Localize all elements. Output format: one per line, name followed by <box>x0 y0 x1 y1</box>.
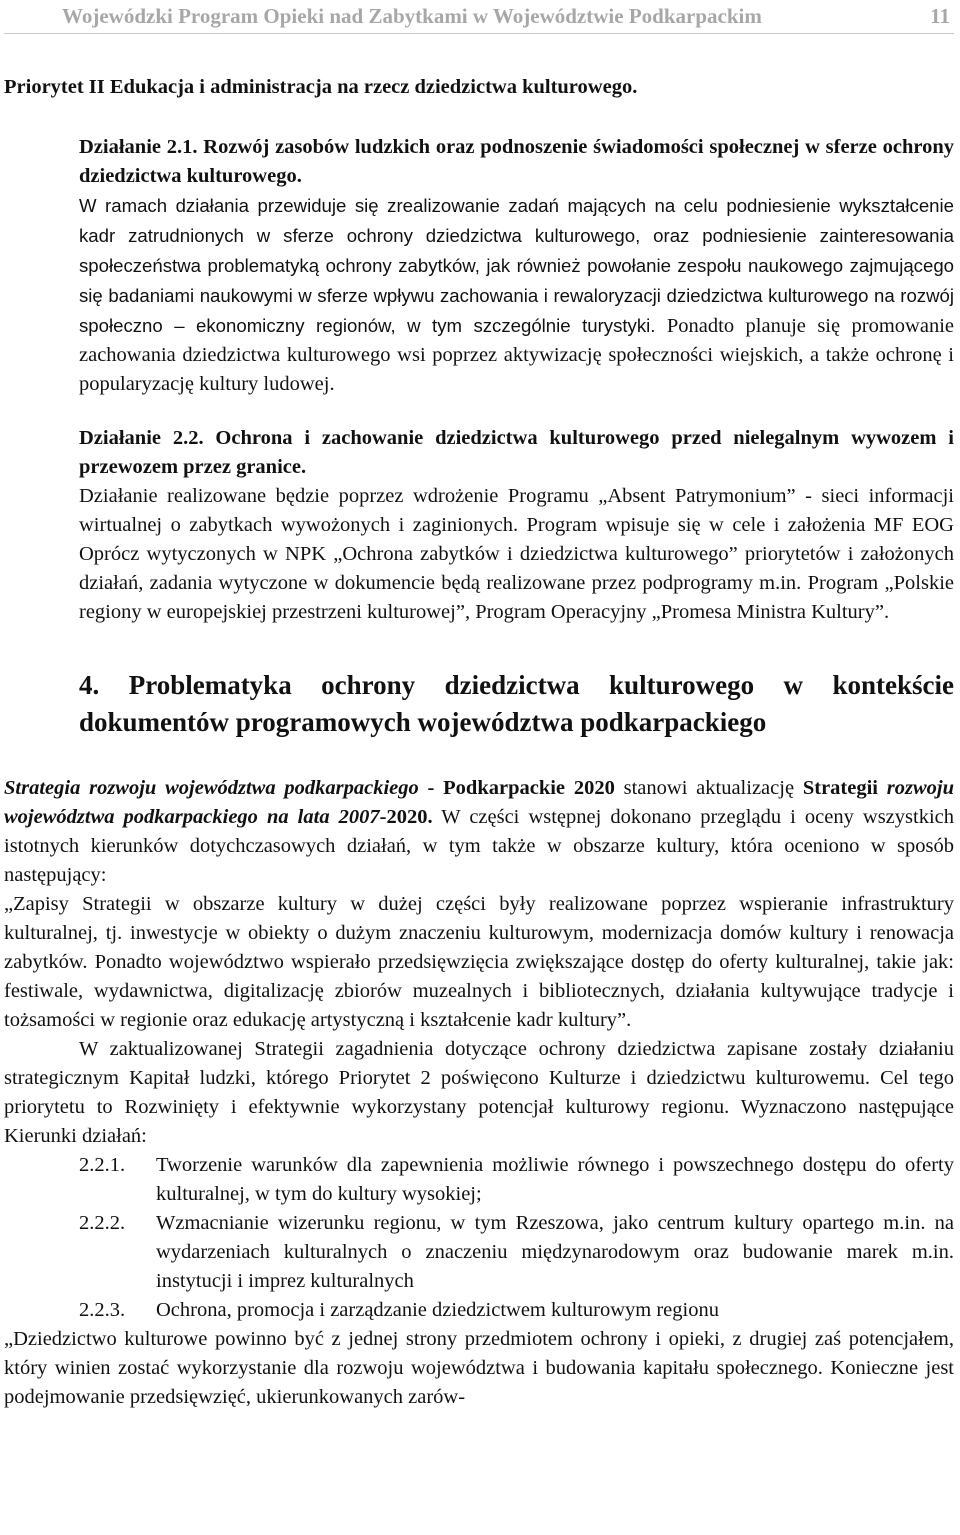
section-4-body <box>4 774 954 1412</box>
section-4-paragraph-1 <box>4 774 954 890</box>
strategy-quote: „Zapisy Strategii w obszarze kultury w dużej części były realizowane poprzez wspieranie infrastruktury kulturalnej, tj. inwestycje w obiekty o dużym znaczeniu kulturowym, modernizacja domów kultury i renowacja zabytków. Ponadto województwo wspierało przedsięwzięcia zwiększające dostęp do oferty kulturalnej, takie jak: festiwale, wydawnictwa, digitalizację zbiorów muzealnych i bibliotecznych, działania kultywujące tradycje i tożsamości w regionie oraz edukację artystyczną i kształcenie kadr kultury”. <box>4 893 954 1031</box>
page-header <box>4 0 954 34</box>
list-item-text: Tworzenie warunków dla zapewnienia możliwie równego i powszechnego dostępu do oferty kulturalnej, w tym do kultury wysokiej; <box>156 1154 954 1205</box>
strategy-year: - Podkarpackie 2020 <box>418 777 615 799</box>
list-item-number: 2.2.2. <box>79 1212 126 1234</box>
header-title: Wojewódzki Program Opieki nad Zabytkami w Województwie Podkarpackim <box>62 4 762 28</box>
list-item <box>4 1151 954 1209</box>
action-2-2-text: Działanie realizowane będzie poprzez wdrożenie Programu „Absent Patrymonium” - sieci informacji wirtualnej o zabytkach wywożonych i zaginionych. Program wpisuje się w cele i założenia MF EOG Oprócz wytyczonych w NPK „Ochrona zabytków i dziedzictwa kulturowego” priorytetów i założonych działań, zadania wytyczone w dokumencie będą realizowane przez podprogramy m.in. Program „Polskie regiony w europejskiej przestrzeni kulturowej”, Program Operacyjny „Promesa Ministra Kultury”. <box>79 485 954 623</box>
list-item-text: Wzmacnianie wizerunku regionu, w tym Rzeszowa, jako centrum kultury opartego m.in. na wydarzeniach kulturalnych o znaczeniu międzynarodowym oraz budowanie marek m.in. instytucji i imprez kulturalnych <box>156 1212 954 1292</box>
list-item <box>4 1296 954 1325</box>
action-2-1-text-serif: Ponadto planuje się promowanie zachowania dziedzictwa kulturowego wsi poprzez aktywizację społeczności wiejskich, a także ochronę i popularyzację kultury ludowej. <box>79 315 955 395</box>
list-item-text: Ochrona, promocja i zarządzanie dziedzictwem kulturowym regionu <box>156 1299 719 1321</box>
action-2-1-block <box>4 133 954 741</box>
strategy-end-year: -2020. <box>379 806 433 828</box>
priority-heading: Priorytet II Edukacja i administracja na rzecz dziedzictwa kulturowego. <box>4 76 638 98</box>
section-4-heading: 4. Problematyka ochrony dziedzictwa kulturowego w kontekście dokumentów programowych województwa podkarpackiego <box>79 670 954 737</box>
directions-list <box>4 1151 954 1325</box>
section-4-paragraph-2: W zaktualizowanej Strategii zagadnienia dotyczące ochrony dziedzictwa zapisane zostały działaniu strategicznym Kapitał ludzki, którego Priorytet 2 poświęcono Kulturze i dziedzictwu kulturowemu. Cel tego priorytetu to Rozwinięty i efektywnie wykorzystany potencjał kulturowy regionu. Wyznaczono następujące Kierunki działań: <box>4 1038 954 1147</box>
section-4-paragraph-3: „Dziedzictwo kulturowe powinno być z jednej strony przedmiotem ochrony i opieki, z drugiej zaś potencjałem, który winien zostać wykorzystanie dla rozwoju województwa i budowania kapitału społecznego. Konieczne jest podejmowanie przedsięwzięć, ukierunkowanych zarów- <box>4 1328 954 1408</box>
action-2-2-heading: Działanie 2.2. Ochrona i zachowanie dziedzictwa kulturowego przed nielegalnym wywozem i przewozem przez granice. <box>79 427 954 478</box>
page-number: 11 <box>930 4 950 28</box>
action-2-1-text-sans: W ramach działania przewiduje się zrealizowanie zadań mających na celu podniesienie wykształcenie kadr zatrudnionych w sferze ochrony dziedzictwa kulturowego, oraz podniesienie zainteresowania społeczeństwa problematyką ochrony zabytków, jak również powołanie zespołu naukowego zajmującego się badaniami naukowymi w sferze wpływu zachowania i rewaloryzacji dziedzictwa kulturowego na rozwój społeczno – ekonomiczny regionów, w tym szczególnie turystyki. <box>79 195 954 336</box>
list-item-number: 2.2.1. <box>79 1154 126 1176</box>
action-2-1-heading: Działanie 2.1. Rozwój zasobów ludzkich oraz podnoszenie świadomości społecznej w sferze ochrony dziedzictwa kulturowego. <box>79 136 954 187</box>
strategy-title-italic: rozwoju województwa podkarpackiego na lata 2007 <box>4 777 955 828</box>
paragraph-1-text-b: W części wstępnej dokonano przeglądu i oceny wszystkich istotnych kierunków dotychczasowych działań, w tym także w obszarze kultury, która oceniono w sposób następujący: <box>4 806 954 886</box>
strategy-word: Strategii <box>802 777 887 799</box>
strategy-name: Strategia rozwoju województwa podkarpackiego <box>4 777 419 799</box>
list-item-number: 2.2.3. <box>79 1299 126 1321</box>
action-2-1-text <box>79 191 954 399</box>
list-item <box>4 1209 954 1296</box>
paragraph-1-text-a: stanowi aktualizację <box>614 777 803 799</box>
